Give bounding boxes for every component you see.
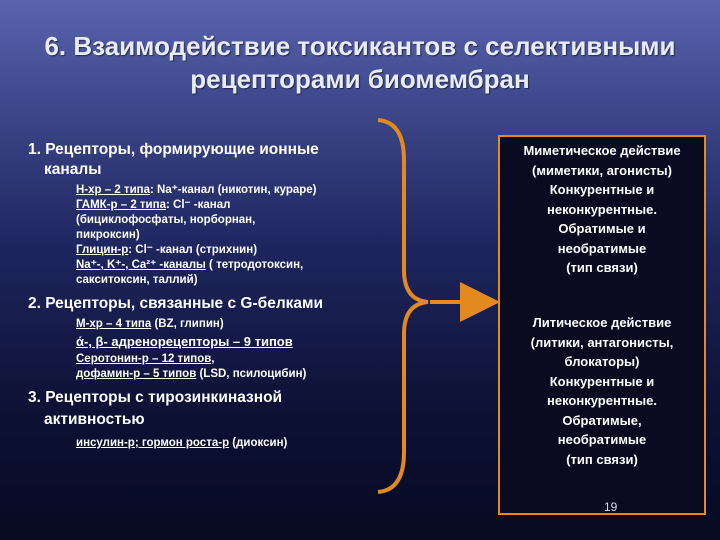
lytic-line: Конкурентные и (549, 373, 655, 389)
curly-brace-icon (378, 120, 428, 492)
detail-link: ГАМК-р – 2 типа (76, 199, 166, 211)
detail-text: : Na⁺-канал (никотин, кураре) (149, 184, 317, 196)
mimetic-line: (тип связи) (566, 260, 638, 275)
detail-line: ά-, β- адренорецепторы – 9 типов (76, 334, 293, 349)
page-number: 19 (604, 500, 618, 514)
detail-text: (LSD, псилоцибин) (196, 368, 307, 380)
detail-link: М-хр – 4 типа (76, 318, 152, 330)
detail-text: : Cl⁻ -канал (стрихнин) (128, 244, 258, 256)
mimetic-line: неконкурентные. (547, 201, 657, 217)
detail-line: Серотонин-р – 12 типов, (76, 353, 215, 365)
lytic-line: неконкурентные. (547, 393, 657, 408)
detail-link: инсулин-р; гормон роста-р (76, 437, 230, 449)
lytic-action-block (500, 313, 704, 469)
detail-text: (BZ, глипин) (151, 318, 224, 330)
lytic-line: блокаторы) (564, 354, 640, 369)
action-types-box (498, 135, 706, 515)
slide-title: 6. Взаимодействие токсикантов с селективными рецепторами биомембран (44, 31, 676, 94)
mimetic-line: Конкурентные и (549, 182, 655, 197)
lytic-line: (тип связи) (566, 451, 638, 467)
detail-link: Na⁺-, K⁺-, Ca²⁺ -каналы (76, 259, 206, 271)
detail-line: пикроксин) (76, 229, 140, 241)
lytic-line: (литики, антагонисты, (530, 334, 674, 350)
mimetic-line: (миметики, агонисты) (532, 162, 672, 178)
detail-link: Глицин-р (76, 244, 129, 256)
section-1-heading-line-2: каналы (44, 161, 102, 178)
lytic-line: Литическое действие (532, 315, 672, 330)
detail-text: (диоксин) (229, 437, 288, 449)
detail-text: : Cl⁻ -канал (165, 199, 231, 211)
section-3-heading-line-2: активностью (44, 411, 145, 428)
detail-line: (бициклофосфаты, норборнан, (76, 214, 256, 226)
lytic-line: Обратимые, (562, 412, 642, 428)
section-1-heading-line-1: 1. Рецепторы, формирующие ионные (28, 141, 319, 158)
lytic-line: необратимые (557, 432, 647, 447)
mimetic-line: Миметическое действие (523, 143, 681, 158)
section-2-heading: 2. Рецепторы, связанные с G-белками (28, 295, 324, 312)
section-3-heading-line-1: 3. Рецепторы с тирозинкиназной (28, 389, 283, 406)
mimetic-action-block (500, 141, 704, 278)
detail-link: Н-хр – 2 типа (76, 184, 150, 196)
detail-line: сакситоксин, таллий) (76, 274, 198, 286)
detail-text: ( тетродотоксин, (205, 259, 304, 271)
mimetic-line: необратимые (557, 240, 647, 256)
detail-link: дофамин-р – 5 типов (76, 368, 197, 380)
mimetic-line: Обратимые и (558, 221, 646, 236)
